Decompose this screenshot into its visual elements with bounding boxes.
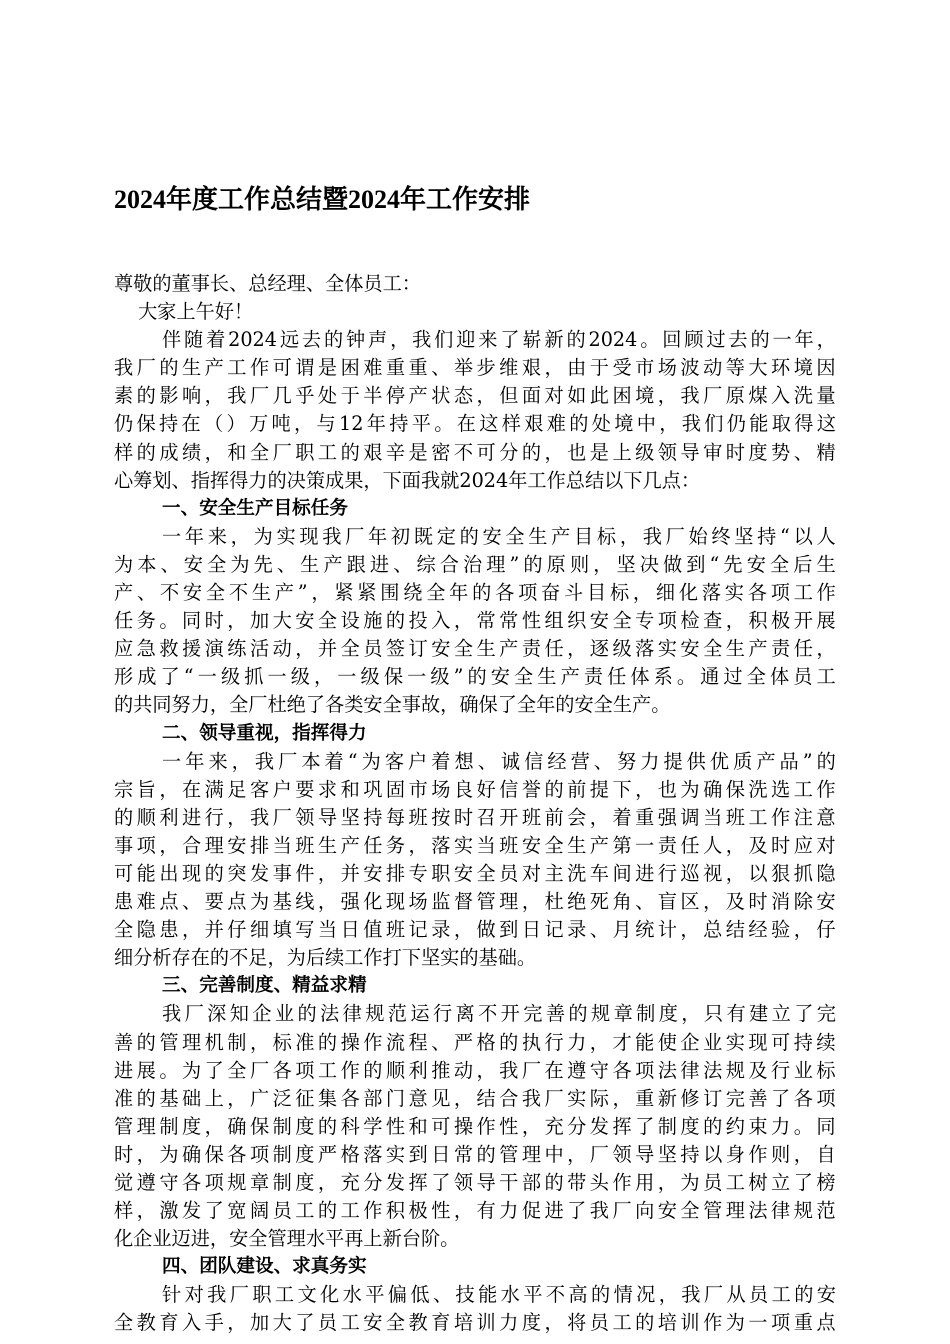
paragraph-line: 任 务 。 同 时 ， 加 大 安 全 设 施 的 投 入 ， 常 常 性 组 织 安 全 专 项 检 查 ， 积 极 开 展	[114, 609, 836, 633]
paragraph-line: 样 ， 激 发 了 宽 阔 员 工 的 工 作 积 极 性 ， 有 力 促 进 了 我 厂 向 安 全 管 理 法 律 规 范	[114, 1199, 836, 1223]
document-title: 2024年度工作总结暨2024年工作安排	[114, 185, 531, 214]
paragraph-line: 善 的 管 理 机 制 ， 标 准 的 操 作 流 程 、 严 格 的 执 行 力 ， 才 能 使 企 业 实 现 可 持 续	[114, 1030, 836, 1054]
section-heading: 二、领导重视，指挥得力	[162, 722, 367, 744]
paragraph-first-line: 针 对 我 厂 职 工 文 化 水 平 偏 低 、 技 能 水 平 不 高 的 情 况 ， 我 厂 从 员 工 的 安	[162, 1283, 836, 1307]
paragraph-line: 宗 旨 ， 在 满 足 客 户 要 求 和 巩 固 市 场 良 好 信 誉 的 前 提 下 ， 也 为 确 保 洗 选 工 作	[114, 777, 836, 801]
paragraph-last-line: 心筹划、指挥得力的决策成果，下面我就2024年工作总结以下几点：	[114, 468, 701, 492]
paragraph-line: 可 能 出 现 的 突 发 事 件 ， 并 安 排 专 职 安 全 员 对 主 洗 车 间 进 行 巡 视 ， 以 狠 抓 隐	[114, 861, 836, 885]
paragraph-line: 仍 保 持 在 （ ） 万 吨 ， 与 12 年 持 平 。 在 这 样 艰 难 的 处 境 中 ， 我 们 仍 能 取 得 这	[114, 412, 836, 436]
paragraph-last-line: 细分析存在的不足，为后续工作打下坚实的基础。	[114, 946, 537, 970]
paragraph-line: 进 展 。 为 了 全 厂 各 项 工 作 的 顺 利 推 动 ， 我 厂 在 遵 守 各 项 法 律 法 规 及 行 业 标	[114, 1058, 836, 1082]
paragraph-line: 的 顺 利 进 行 ， 我 厂 领 导 坚 持 每 班 按 时 召 开 班 前 会 ， 着 重 强 调 当 班 工 作 注 意	[114, 805, 836, 829]
paragraph-line: 事 项 ， 合 理 安 排 当 班 生 产 任 务 ， 落 实 当 班 安 全 生 产 第 一 责 任 人 ， 及 时 应 对	[114, 833, 836, 857]
paragraph-first-line: 我 厂 深 知 企 业 的 法 律 规 范 运 行 离 不 开 完 善 的 规 章 制 度 ， 只 有 建 立 了 完	[162, 1002, 836, 1026]
paragraph-line: 患 难 点 、 要 点 为 基 线 ， 强 化 现 场 监 督 管 理 ， 杜 绝 死 角 、 盲 区 ， 及 时 消 除 安	[114, 890, 836, 914]
paragraph-line: 时 ， 为 确 保 各 项 制 度 严 格 落 实 到 日 常 的 管 理 中 ， 厂 领 导 坚 持 以 身 作 则 ， 自	[114, 1142, 836, 1166]
paragraph-line: 全 教 育 入 手 ， 加 大 了 员 工 安 全 教 育 培 训 力 度 ， 将 员 工 的 培 训 作 为 一 项 重 点	[114, 1311, 836, 1335]
section-heading: 四、团队建设、求真务实	[162, 1256, 367, 1278]
paragraph-line: 产 、 不 安 全 不 生 产 ” ， 紧 紧 围 绕 全 年 的 各 项 奋 斗 目 标 ， 细 化 落 实 各 项 工 作	[114, 581, 836, 605]
section-heading: 一、安全生产目标任务	[162, 497, 348, 519]
paragraph-line: 为 本 、 安 全 为 先 、 生 产 跟 进 、 综 合 治 理 ” 的 原 则 ， 坚 决 做 到 “ 先 安 全 后 生	[114, 552, 836, 576]
salutation-line: 尊敬的董事长、总经理、全体员工：	[114, 272, 421, 295]
paragraph-first-line: 一 年 来 ， 我 厂 本 着 “ 为 客 户 着 想 、 诚 信 经 营 、 努 力 提 供 优 质 产 品 ” 的	[162, 749, 836, 773]
paragraph-line: 样 的 成 绩 ， 和 全 厂 职 工 的 艰 辛 是 密 不 可 分 的 ， 也 是 上 级 领 导 审 时 度 势 、 精	[114, 440, 836, 464]
paragraph-last-line: 的共同努力，全厂杜绝了各类安全事故，确保了全年的安全生产。	[114, 693, 671, 717]
paragraph-line: 准 的 基 础 上 ， 广 泛 征 集 各 部 门 意 见 ， 结 合 我 厂 实 际 ， 重 新 修 订 完 善 了 各 项	[114, 1086, 836, 1110]
paragraph-line: 全 隐 患 ， 并 仔 细 填 写 当 日 值 班 记 录 ， 做 到 日 记 录 、 月 统 计 ， 总 结 经 验 ， 仔	[114, 918, 836, 942]
section-heading: 三、完善制度、精益求精	[162, 975, 367, 997]
paragraph-line: 我 厂 的 生 产 工 作 可 谓 是 困 难 重 重 、 举 步 维 艰 ， 由 于 受 市 场 波 动 等 大 环 境 因	[114, 356, 836, 380]
paragraph-line: 形 成 了 “ 一 级 抓 一 级 ， 一 级 保 一 级 ” 的 安 全 生 产 责 任 体 系 。 通 过 全 体 员 工	[114, 665, 836, 689]
paragraph-line: 管 理 制 度 ， 确 保 制 度 的 科 学 性 和 可 操 作 性 ， 充 分 发 挥 了 制 度 的 约 束 力 。 同	[114, 1114, 836, 1138]
paragraph-line: 应 急 救 援 演 练 活 动 ， 并 全 员 签 订 安 全 生 产 责 任 ， 逐 级 落 实 安 全 生 产 责 任 ，	[114, 637, 836, 661]
paragraph-last-line: 化企业迈进，安全管理水平再上新台阶。	[114, 1227, 460, 1251]
paragraph-first-line: 一 年 来 ， 为 实 现 我 厂 年 初 既 定 的 安 全 生 产 目 标 ， 我 厂 始 终 坚 持 “ 以 人	[162, 524, 836, 548]
paragraph-line: 素 的 影 响 ， 我 厂 几 乎 处 于 半 停 产 状 态 ， 但 面 对 如 此 困 境 ， 我 厂 原 煤 入 洗 量	[114, 384, 836, 408]
paragraph-line: 觉 遵 守 各 项 规 章 制 度 ， 充 分 发 挥 了 领 导 干 部 的 带 头 作 用 ， 为 员 工 树 立 了 榜	[114, 1171, 836, 1194]
paragraph-first-line: 伴 随 着 2024 远 去 的 钟 声 ， 我 们 迎 来 了 崭 新 的 2024 。 回 顾 过 去 的 一 年 ，	[162, 328, 836, 352]
document-body	[114, 270, 836, 1338]
greeting-line: 大家上午好！	[138, 300, 254, 324]
